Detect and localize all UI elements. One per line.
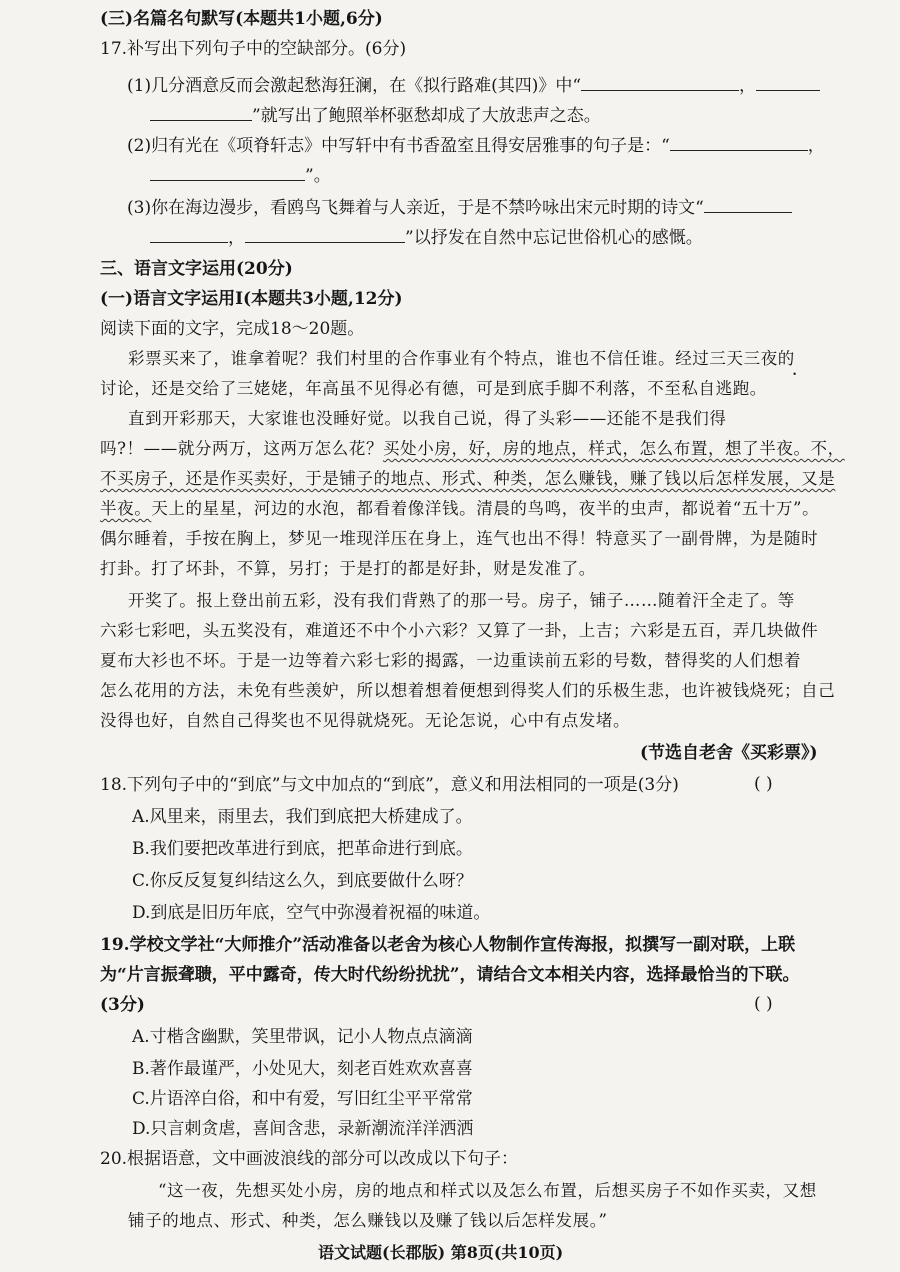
answer-blank[interactable] xyxy=(756,72,820,91)
answer-blank[interactable] xyxy=(245,224,405,243)
q17-item-2-line-1: (2)归有光在《项脊轩志》中写轩中有书香盈室且得安居雅事的句子是：“ ， xyxy=(127,132,825,157)
passage-line: 讨论，还是交给了三姥姥，年高虽不见得必有德，可是到底手脚不利落，不至私自逃跑。 xyxy=(100,379,767,398)
q17-item-3-line-2: ， ”以抒发在自然中忘记世俗机心的感慨。 xyxy=(150,224,703,249)
passage-line: 偶尔睡着，手按在胸上，梦见一堆现洋压在身上，连气也出不得！特意买了一副骨牌，为是随时 xyxy=(100,529,819,548)
question-19-points: (3分) xyxy=(100,995,145,1015)
answer-blank[interactable] xyxy=(581,72,739,91)
passage-line-wavy: 不买房子，还是作买卖好，于是铺子的地点、形式、种类，怎么赚钱，赚了钱以后怎样发展，又是 xyxy=(100,469,836,488)
q17-item-3-line-1: (3)你在海边漫步，看鸥鸟飞舞着与人亲近，于是不禁吟咏出宋元时期的诗文“ xyxy=(127,194,792,219)
passage-line: 夏布大衫也不坏。于是一边等着六彩七彩的揭露，一边重读前五彩的号数，替得奖的人们想着 xyxy=(100,651,802,670)
q18-option-c: C.你反反复复纠结这么久，到底要做什么呀？ xyxy=(132,871,473,891)
answer-blank[interactable] xyxy=(704,194,792,213)
question-19-stem-line-1: 19.学校文学社“大师推介”活动准备以老舍为核心人物制作宣传海报，拟撰写一副对联，上联 xyxy=(100,935,796,955)
answer-blank[interactable] xyxy=(150,224,228,243)
passage-line: 吗?！——就分两万，这两万怎么花？买处小房，好，房的地点，样式，怎么布置，想了半夜。不， xyxy=(100,439,845,458)
q18-option-d: D.到底是旧历年底，空气中弥漫着祝福的味道。 xyxy=(132,903,491,923)
q18-option-a: A.风里来，雨里去，我们到底把大桥建成了。 xyxy=(132,807,473,827)
q19-option-c: C.片语淬白俗，和中有爱，写旧红尘平平常常 xyxy=(132,1089,473,1109)
question-18-stem: 18.下列句子中的“到底”与文中加点的“到底”，意义和用法相同的一项是(3分) xyxy=(100,775,679,795)
part-3-heading: 三、语言文字运用(20分) xyxy=(100,259,293,279)
passage-line: 怎么花用的方法，未免有些羡妒，所以想着想着便想到得奖人们的乐极生悲，也许被钱烧死；自己 xyxy=(100,681,836,700)
q17-item-1-line-2: ”就写出了鲍照举杯驱愁却成了大放悲声之态。 xyxy=(150,102,601,127)
q19-option-d: D.只言刺贪虐，喜间含悲，录新潮流洋洋洒洒 xyxy=(132,1119,474,1139)
answer-bracket[interactable]: ( ) xyxy=(754,774,773,794)
question-20-stem: 20.根据语意，文中画波浪线的部分可以改成以下句子： xyxy=(100,1149,519,1169)
passage-line: 开奖了。报上登出前五彩，没有我们背熟了的那一号。房子，铺子……随着汗全走了。等 xyxy=(128,591,795,610)
passage-line: 六彩七彩吧，头五奖没有，难道还不中个小六彩？又算了一卦，上吉；六彩是五百，弄几块做件 xyxy=(100,621,819,640)
q19-option-a: A.寸楷含幽默，笑里带讽，记小人物点点滴滴 xyxy=(132,1027,473,1047)
answer-blank[interactable] xyxy=(150,102,252,121)
passage-line: 彩票买来了，谁拿着呢？我们村里的合作事业有个特点，谁也不信任谁。经过三天三夜的 xyxy=(128,349,795,368)
q19-option-b: B.著作最谨严，小处见大，刻老百姓欢欢喜喜 xyxy=(132,1059,473,1079)
passage-line: 没得也好，自然自己得奖也不见得就烧死。无论怎说，心中有点发堵。 xyxy=(100,711,631,730)
passage-line: 半夜。天上的星星，河边的水泡，都看着像洋钱。清晨的鸟鸣，夜半的虫声，都说着“五十万”。 xyxy=(100,499,820,518)
passage-line: 打卦。打了坏卦，不算，另打；于是打的都是好卦，财是发准了。 xyxy=(100,559,596,578)
passage-line: 直到开彩那天，大家谁也没睡好觉。以我自己说，得了头彩——还能不是我们得 xyxy=(128,409,727,428)
q20-quote-line-1: “这一夜，先想买处小房，房的地点和样式以及怎么布置，后想买房子不如作买卖，又想 xyxy=(158,1181,817,1200)
reading-instruction: 阅读下面的文字，完成18～20题。 xyxy=(100,319,365,339)
passage-source: (节选自老舍《买彩票》) xyxy=(640,743,818,763)
q17-item-1-line-1: (1)几分酒意反而会激起愁海狂澜，在《拟行路难(其四)》中“ ， xyxy=(127,72,820,97)
q20-quote-line-2: 铺子的地点、形式、种类，怎么赚钱以及赚了钱以后怎样发展。” xyxy=(128,1211,608,1230)
question-17-stem: 17.补写出下列句子中的空缺部分。(6分) xyxy=(100,39,407,59)
section-heading-famous-lines: (三)名篇名句默写(本题共1小题,6分) xyxy=(100,9,383,29)
question-19-stem-line-2: 为“片言振聋聩，平中露奇，传大时代纷纷扰扰”，请结合文本相关内容，选择最恰当的下联。 xyxy=(100,965,800,985)
q17-item-2-line-2: ”。 xyxy=(150,162,331,187)
answer-blank[interactable] xyxy=(670,132,808,151)
q18-option-b: B.我们要把改革进行到底，把革命进行到底。 xyxy=(132,839,473,859)
answer-blank[interactable] xyxy=(150,162,305,181)
answer-bracket[interactable]: ( ) xyxy=(754,994,773,1014)
subsection-1-heading: (一)语言文字运用Ⅰ(本题共3小题,12分) xyxy=(100,289,403,309)
page-footer: 语文试题(长郡版) 第8页(共10页) xyxy=(318,1243,564,1262)
